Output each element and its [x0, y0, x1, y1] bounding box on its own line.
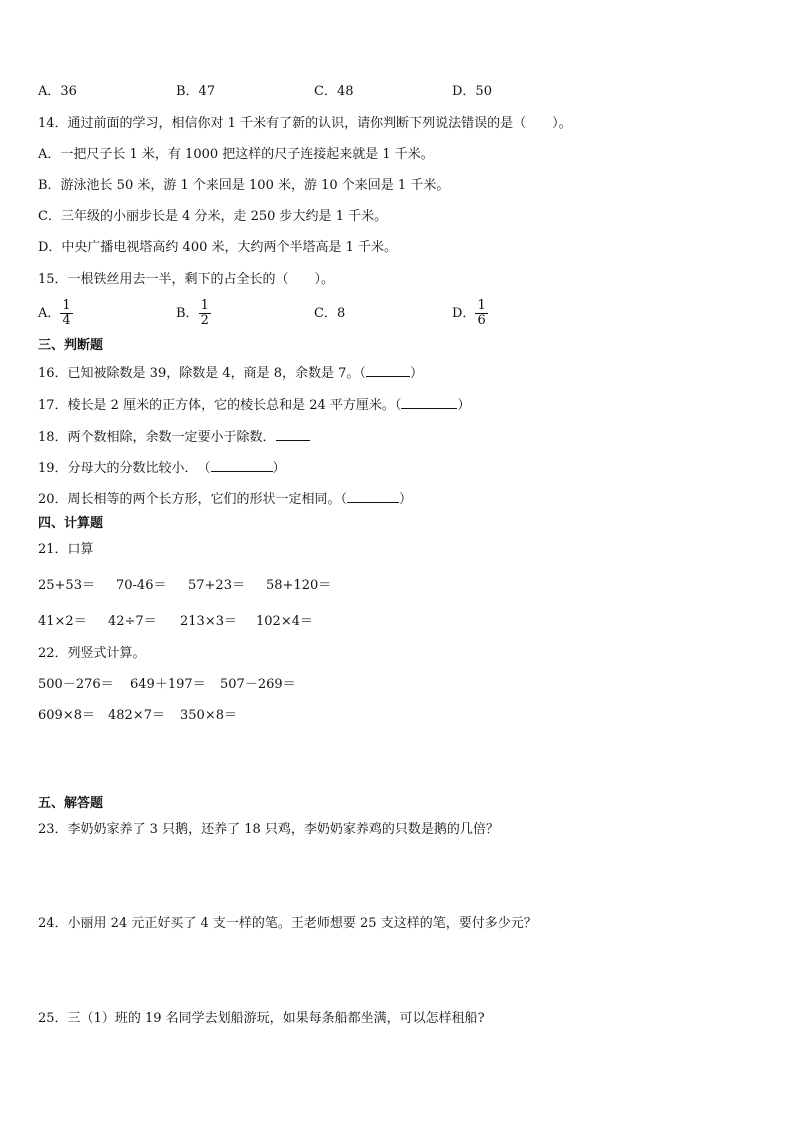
vertical-calc: 350×8＝	[180, 708, 237, 723]
q15-option-d-label: D．	[452, 306, 476, 321]
q19	[38, 459, 286, 477]
section5-title: 五、解答题	[38, 796, 104, 811]
q13-option-b: B．47	[176, 84, 216, 99]
q16-text: 16．已知被除数是 39，除数是 4，商是 8，余数是 7。（	[38, 366, 366, 381]
fraction-numerator: 1	[62, 298, 71, 313]
q15-stem: 15．一根铁丝用去一半，剩下的占全长的（ ）。	[38, 272, 335, 287]
fraction	[60, 299, 72, 328]
q20-close: ）	[399, 492, 413, 507]
fraction	[475, 299, 487, 328]
q15-option-b-label: B．	[176, 306, 199, 321]
oral-calc: 41×2＝	[38, 614, 87, 629]
q13-option-a: A．36	[38, 84, 77, 99]
q22-title: 22．列竖式计算。	[38, 646, 146, 661]
q14-option-b: B．游泳池长 50 米，游 1 个来回是 100 米，游 10 个来回是 1 千米。	[38, 178, 450, 193]
vertical-calc: 500－276＝	[38, 677, 114, 692]
answer-blank[interactable]	[366, 364, 410, 377]
q17-text: 17．棱长是 2 厘米的正方体，它的棱长总和是 24 平方厘米。（	[38, 398, 402, 413]
q13-option-d: D．50	[452, 84, 492, 99]
q25: 25．三（1）班的 19 名同学去划船游玩，如果每条船都坐满，可以怎样租船?	[38, 1011, 485, 1026]
q15-option-b	[176, 298, 211, 330]
fraction	[199, 299, 211, 328]
oral-calc: 70-46＝	[116, 578, 167, 593]
q17	[38, 396, 470, 414]
oral-calc: 57+23＝	[188, 578, 245, 593]
q16-close: ）	[409, 366, 423, 381]
q20	[38, 490, 412, 508]
q15-option-a	[38, 298, 73, 330]
section3-title: 三、判断题	[38, 338, 104, 353]
oral-calc: 213×3＝	[180, 614, 237, 629]
answer-blank[interactable]	[276, 428, 310, 441]
fraction-denominator: 2	[200, 313, 209, 328]
q18-text: 18．两个数相除，余数一定要小于除数．	[38, 430, 276, 445]
answer-blank[interactable]	[401, 396, 457, 409]
answer-blank[interactable]	[347, 490, 399, 503]
q14-option-c: C．三年级的小丽步长是 4 分米，走 250 步大约是 1 千米。	[38, 209, 388, 224]
oral-calc: 42÷7＝	[108, 614, 157, 629]
oral-calc: 25+53＝	[38, 578, 95, 593]
q15-option-c: C．8	[314, 306, 346, 321]
fraction-numerator: 1	[200, 298, 209, 313]
fraction-numerator: 1	[477, 298, 486, 313]
q20-text: 20．周长相等的两个长方形，它们的形状一定相同。（	[38, 492, 348, 507]
q19-text: 19．分母大的分数比较小． （	[38, 461, 211, 476]
q16	[38, 364, 423, 382]
q14-stem: 14．通过前面的学习，相信你对 1 千米有了新的认识，请你判断下列说法错误的是（ ）。	[38, 116, 572, 131]
q19-close: ）	[272, 461, 286, 476]
fraction-denominator: 4	[62, 313, 71, 328]
answer-blank[interactable]	[211, 459, 273, 472]
q14-option-a: A．一把尺子长 1 米，有 1000 把这样的尺子连接起来就是 1 千米。	[38, 147, 434, 162]
q24: 24．小丽用 24 元正好买了 4 支一样的笔。王老师想要 25 支这样的笔，要付多少元？	[38, 916, 537, 931]
oral-calc: 58+120＝	[266, 578, 332, 593]
q15-option-a-label: A．	[38, 306, 61, 321]
q15-option-d	[452, 298, 488, 330]
section4-title: 四、计算题	[38, 516, 104, 531]
vertical-calc: 649＋197＝	[130, 677, 206, 692]
q21-title: 21．口算	[38, 542, 94, 557]
q23: 23．李奶奶家养了 3 只鹅，还养了 18 只鸡，李奶奶家养鸡的只数是鹅的几倍？	[38, 822, 499, 837]
q14-option-d: D．中央广播电视塔高约 400 米，大约两个半塔高是 1 千米。	[38, 240, 398, 255]
fraction-denominator: 6	[477, 313, 486, 328]
q13-option-c: C．48	[314, 84, 354, 99]
vertical-calc: 507－269＝	[220, 677, 296, 692]
vertical-calc: 609×8＝	[38, 708, 95, 723]
oral-calc: 102×4＝	[256, 614, 313, 629]
q17-close: ）	[457, 398, 471, 413]
vertical-calc: 482×7＝	[108, 708, 165, 723]
q18	[38, 428, 310, 446]
